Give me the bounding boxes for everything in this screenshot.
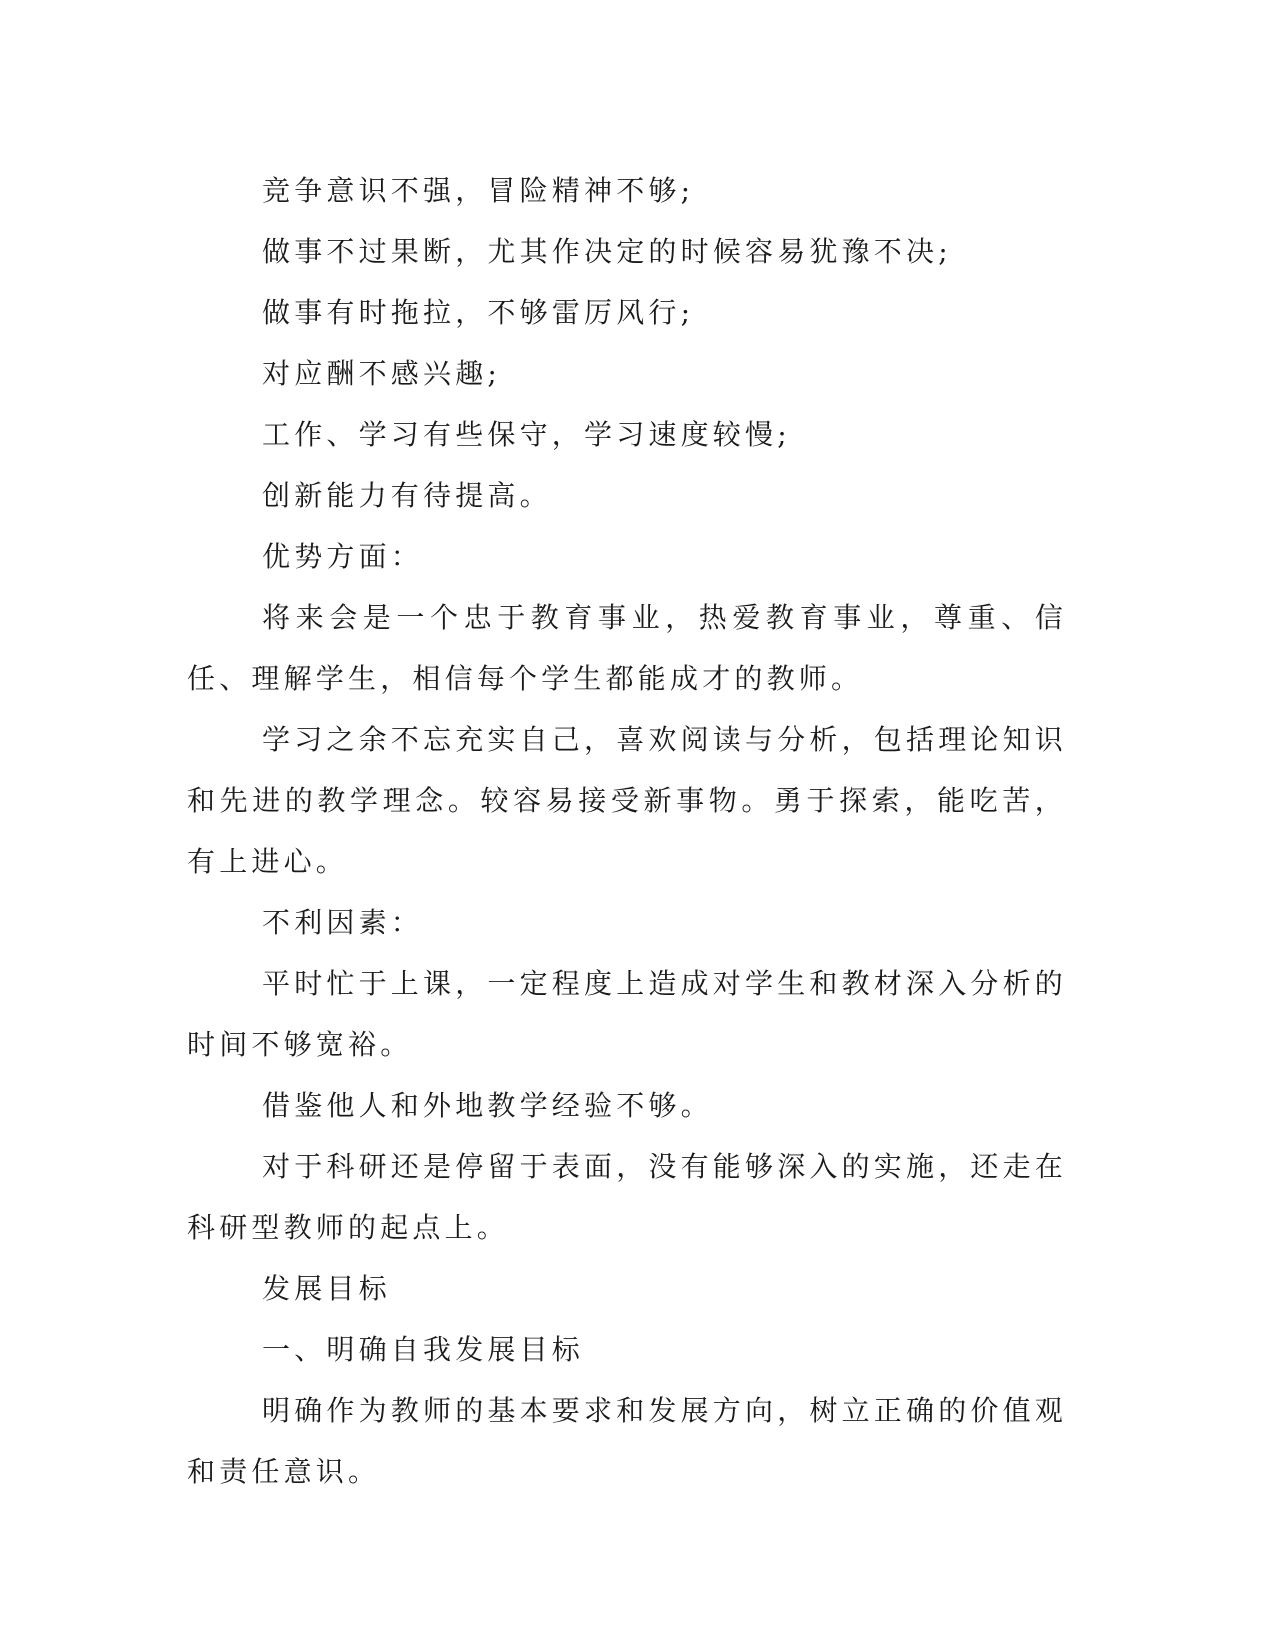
- paragraph: 借鉴他人和外地教学经验不够。: [262, 1089, 713, 1122]
- paragraph: 竞争意识不强，冒险精神不够;: [262, 174, 695, 207]
- paragraph: 将来会是一个忠于教育事业，热爱教育事业，尊重、信任、理解学生，相信每个学生都能成才的教师。: [187, 601, 1067, 695]
- paragraph: 工作、学习有些保守，学习速度较慢;: [262, 418, 791, 451]
- subsection-heading: 一、明确自我发展目标: [262, 1333, 585, 1366]
- section-heading: 发展目标: [262, 1272, 391, 1305]
- paragraph: 对于科研还是停留于表面，没有能够深入的实施，还走在科研型教师的起点上。: [187, 1150, 1068, 1244]
- document-body: [187, 160, 1067, 1502]
- section-heading: 不利因素：: [262, 906, 424, 939]
- section-heading: 优势方面：: [262, 540, 424, 573]
- paragraph: 明确作为教师的基本要求和发展方向，树立正确的价值观和责任意识。: [187, 1394, 1068, 1488]
- paragraph: 做事有时拖拉，不够雷厉风行;: [262, 296, 695, 329]
- paragraph: 创新能力有待提高。: [262, 479, 552, 512]
- paragraph: 学习之余不忘充实自己，喜欢阅读与分析，包括理论知识和先进的教学理念。较容易接受新事物。勇于探索，能吃苦，有上进心。: [187, 723, 1068, 878]
- paragraph: 做事不过果断，尤其作决定的时候容易犹豫不决;: [262, 235, 952, 268]
- paragraph: 对应酬不感兴趣;: [262, 357, 502, 390]
- paragraph: 平时忙于上课，一定程度上造成对学生和教材深入分析的时间不够宽裕。: [187, 967, 1068, 1061]
